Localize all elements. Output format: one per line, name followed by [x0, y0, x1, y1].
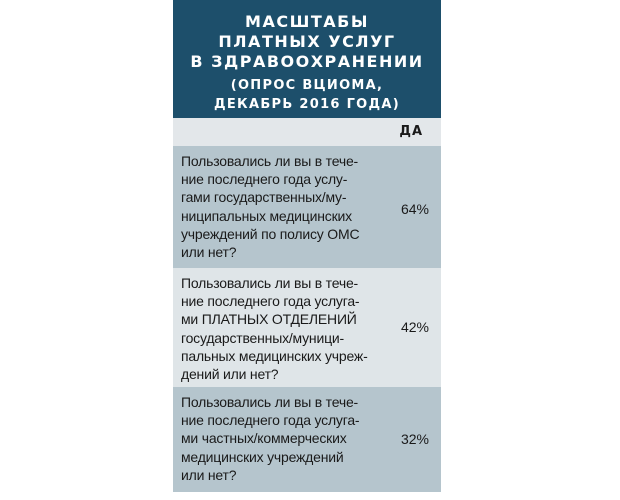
question-text [181, 152, 381, 261]
table-title [173, 12, 441, 72]
subtitle-line: ДЕКАБРЬ 2016 ГОДА) [213, 97, 401, 112]
question-line: Пользовались ли вы в тече- [181, 153, 359, 169]
question-line: пальных медицинских учреж- [181, 347, 368, 364]
yes-percentage: 64% [400, 201, 429, 217]
question-text [181, 393, 381, 484]
question-line: Пользовались ли вы в тече- [181, 275, 359, 291]
survey-table-card [173, 0, 441, 492]
question-text [181, 274, 381, 383]
table-header [173, 0, 441, 118]
column-header-yes: ДА [399, 124, 423, 139]
question-line: медицинских учреждений [181, 448, 344, 465]
yes-percentage: 32% [400, 431, 429, 447]
column-header-row [173, 118, 441, 146]
question-line: ми ПЛАТНЫХ ОТДЕЛЕНИЙ [181, 311, 357, 328]
question-line: или нет? [181, 466, 237, 483]
question-line: ние последнего года услу- [181, 171, 348, 188]
question-line: дений или нет? [181, 366, 279, 383]
table-row [173, 268, 441, 387]
title-line: ПЛАТНЫХ УСЛУГ [218, 32, 396, 51]
subtitle-line: (ОПРОС ВЦИОМА, [230, 78, 384, 93]
table-row [173, 146, 441, 268]
question-line: государственных/муници- [181, 329, 344, 346]
table-row [173, 387, 441, 492]
title-line: В ЗДРАВООХРАНЕНИИ [190, 52, 424, 71]
question-line: ние последнего года услуга- [181, 412, 360, 429]
table-subtitle [173, 76, 441, 114]
question-line: ми частных/коммерческих [181, 430, 347, 447]
question-line: или нет? [181, 244, 237, 261]
question-line: Пользовались ли вы в тече- [181, 394, 359, 410]
title-line: МАСШТАБЫ [245, 12, 369, 31]
question-line: ние последнего года услуга- [181, 293, 360, 310]
question-line: ниципальных медицинских [181, 207, 352, 224]
question-line: гами государственных/му- [181, 189, 347, 206]
yes-percentage: 42% [400, 319, 429, 335]
question-line: учреждений по полису ОМС [181, 225, 360, 242]
